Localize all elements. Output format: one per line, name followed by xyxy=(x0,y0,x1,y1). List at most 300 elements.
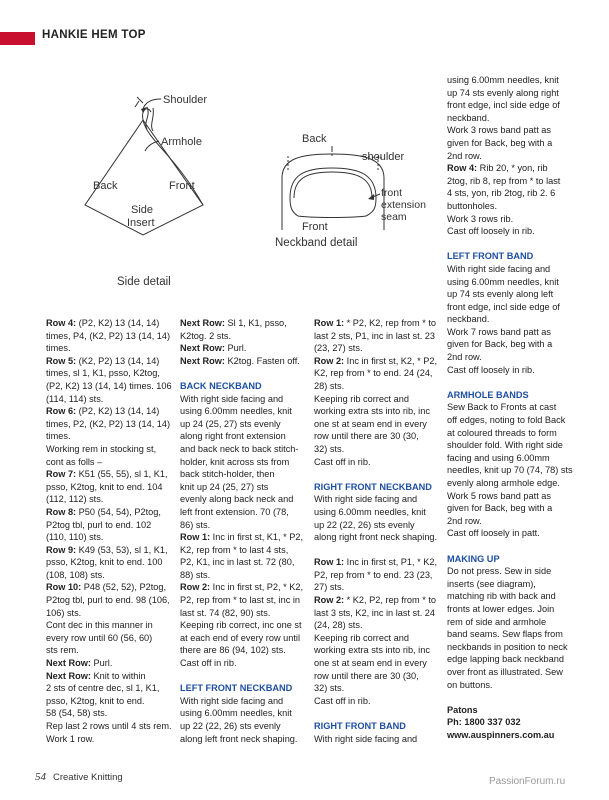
pattern-line xyxy=(447,276,587,289)
pattern-line xyxy=(180,695,310,708)
line-text: inserts (see diagram), xyxy=(447,578,536,589)
line-text: front edge, incl side edge of xyxy=(447,301,560,312)
pattern-line xyxy=(180,519,310,532)
pattern-line xyxy=(46,682,176,695)
line-text: P2tog tbl, purl to end. 98 (106, xyxy=(46,595,170,606)
pattern-line xyxy=(447,112,587,125)
pattern-line xyxy=(314,405,444,418)
pattern-line xyxy=(46,342,176,355)
line-text: (P2, K2) 13 (14, 14) xyxy=(76,318,160,328)
line-text: working extra sts into rib, inc xyxy=(314,406,430,417)
spacer xyxy=(447,540,587,553)
pattern-line xyxy=(180,430,310,443)
line-text: 2 sts of centre dec, sl 1, K1, xyxy=(46,683,160,694)
line-text: back stitch-holder, then xyxy=(180,469,275,480)
pattern-line xyxy=(180,644,310,657)
pattern-line xyxy=(180,342,310,355)
pattern-column-4 xyxy=(447,74,587,741)
row-label: Row 1: xyxy=(314,318,345,328)
spacer xyxy=(314,707,444,720)
pattern-line xyxy=(314,519,444,532)
pattern-line xyxy=(180,456,310,469)
pattern-line xyxy=(314,443,444,456)
spacer xyxy=(180,670,310,683)
line-text: there are 86 (94, 102) sts. xyxy=(180,645,286,656)
line-text: With right side facing and xyxy=(180,695,284,706)
spacer xyxy=(447,376,587,389)
line-text: Keeping rib correct and xyxy=(314,632,409,643)
pattern-line xyxy=(447,603,587,616)
section-heading: LEFT FRONT BAND xyxy=(447,251,534,262)
contact-line: Patons xyxy=(447,704,478,715)
pattern-line xyxy=(447,464,587,477)
spacer xyxy=(447,691,587,704)
section-heading: BACK NECKBAND xyxy=(180,380,262,391)
line-text: one st at seam end in every xyxy=(314,418,427,429)
pattern-line xyxy=(46,443,176,456)
pattern-line xyxy=(46,418,176,431)
pattern-line xyxy=(314,393,444,406)
line-text: on buttons. xyxy=(447,679,493,690)
section-heading: LEFT FRONT NECKBAND xyxy=(180,683,293,694)
pattern-line xyxy=(447,502,587,515)
line-text: Inc in first st, K2, * P2, xyxy=(344,355,438,366)
line-text: Cast off loosely in patt. xyxy=(447,528,540,539)
line-text: K51 (55, 55), sl 1, K1, xyxy=(76,469,168,480)
contact-line: www.auspinners.com.au xyxy=(447,729,555,740)
line-text: cont as folls – xyxy=(46,456,103,467)
row-label: Row 8: xyxy=(46,506,77,517)
pattern-line xyxy=(314,506,444,519)
pattern-line xyxy=(180,720,310,733)
pattern-line xyxy=(46,720,176,733)
pattern-line xyxy=(46,393,176,406)
pattern-line xyxy=(314,695,444,708)
line-text: times. xyxy=(46,431,71,442)
pattern-line xyxy=(447,666,587,679)
pattern-line xyxy=(447,124,587,137)
page-number: 54 xyxy=(35,771,46,783)
pattern-line xyxy=(314,569,444,582)
label-side-insert-1: Side xyxy=(131,204,154,216)
line-text: (K2, P2) 13 (14, 14) xyxy=(76,355,160,366)
pattern-line xyxy=(180,632,310,645)
pattern-line xyxy=(314,657,444,670)
line-text: Cast off in rib. xyxy=(314,695,371,706)
pattern-line xyxy=(314,670,444,683)
pattern-line xyxy=(447,225,587,238)
line-text: times, P4, (K2, P2) 13 (14, 14) xyxy=(46,330,171,341)
side-detail-caption: Side detail xyxy=(117,276,171,288)
neck-label-front: Front xyxy=(302,221,328,233)
pattern-line xyxy=(46,581,176,594)
pattern-line xyxy=(180,443,310,456)
label-front: Front xyxy=(169,180,195,192)
neck-label-back: Back xyxy=(302,133,327,145)
pattern-line xyxy=(46,707,176,720)
pattern-line xyxy=(447,616,587,629)
row-label: Next Row: xyxy=(46,658,91,669)
line-text: Sl 1, K1, psso, xyxy=(224,318,287,328)
pattern-line xyxy=(447,162,587,175)
line-text: (108, 108) sts. xyxy=(46,569,105,580)
spacer xyxy=(180,367,310,380)
pattern-line xyxy=(46,317,176,330)
page-title: HANKIE HEM TOP xyxy=(42,29,146,41)
line-text: every row until 60 (56, 60) xyxy=(46,632,153,643)
line-text: (114, 114) sts. xyxy=(46,393,104,404)
line-text: up 22 (22, 26) sts evenly xyxy=(314,519,415,530)
line-text: 86) sts. xyxy=(180,519,211,530)
pattern-line xyxy=(314,581,444,594)
pattern-line xyxy=(46,456,176,469)
pattern-line xyxy=(180,493,310,506)
pattern-line xyxy=(180,317,310,330)
pattern-line xyxy=(447,288,587,301)
section-heading: ARMHOLE BANDS xyxy=(447,389,529,400)
pattern-line xyxy=(447,187,587,200)
pattern-line xyxy=(447,364,587,377)
line-text: Work 1 row. xyxy=(46,733,95,744)
line-text: P50 (54, 54), P2tog, xyxy=(76,506,161,517)
line-text: (P2, K2) 13 (14, 14) xyxy=(76,406,160,417)
pattern-line xyxy=(46,607,176,620)
line-text: and back neck to back stitch- xyxy=(180,443,299,454)
pattern-line xyxy=(447,427,587,440)
pattern-line xyxy=(46,380,176,393)
pattern-line xyxy=(180,607,310,620)
line-text: (110, 110) sts. xyxy=(46,532,104,543)
pattern-line xyxy=(447,351,587,364)
pattern-line xyxy=(447,653,587,666)
row-label: Next Row: xyxy=(180,318,225,328)
line-text: K2tog. Fasten off. xyxy=(224,355,300,366)
pattern-line xyxy=(46,695,176,708)
pattern-line xyxy=(180,544,310,557)
pattern-line xyxy=(314,430,444,443)
line-text: With right side facing and xyxy=(314,733,418,744)
neck-label-ext-3: seam xyxy=(381,211,407,223)
line-text: using 6.00mm needles, knit xyxy=(447,75,559,85)
line-text: up 22 (22, 26) sts evenly xyxy=(180,721,281,731)
line-text: P2, K1, inc in last st. 72 (80, xyxy=(180,557,295,568)
line-text: Cast off loosely in rib. xyxy=(447,226,535,237)
pattern-line xyxy=(314,619,444,632)
line-text: neckband. xyxy=(447,112,490,123)
line-text: Inc in first st, K1, * P2, xyxy=(210,532,304,543)
row-label: Row 4: xyxy=(46,318,77,328)
pattern-line xyxy=(180,594,310,607)
pattern-line xyxy=(447,263,587,276)
pattern-line xyxy=(46,619,176,632)
line-text: Rib 20, * yon, rib xyxy=(477,163,548,174)
line-text: along right front extension xyxy=(180,431,286,442)
pattern-line xyxy=(447,150,587,163)
pattern-line xyxy=(46,367,176,380)
line-text: Cast off in rib. xyxy=(180,658,237,669)
label-side-insert-2: Insert xyxy=(127,217,155,229)
neck-label-ext-1: front xyxy=(381,187,403,199)
pattern-line xyxy=(447,439,587,452)
pattern-line xyxy=(180,481,310,494)
line-text: With right side facing and xyxy=(180,393,284,404)
line-text: band seams. Sew flaps from xyxy=(447,629,563,640)
line-text: P2, rep from * to last st, inc in xyxy=(180,595,300,606)
line-text: given for Back, beg with a xyxy=(447,503,553,514)
line-text: 2nd row. xyxy=(447,352,482,363)
line-text: up 24 (25, 27) sts evenly xyxy=(180,418,281,429)
pattern-line xyxy=(180,393,310,406)
line-text: rem of side and armhole xyxy=(447,616,547,627)
line-text: using 6.00mm needles, knit xyxy=(314,506,426,517)
pattern-line xyxy=(180,556,310,569)
pattern-line xyxy=(180,355,310,368)
pattern-line xyxy=(314,644,444,657)
line-text: psso, K2tog, knit to end. 104 xyxy=(46,481,163,492)
pattern-line xyxy=(447,74,587,87)
line-text: Work 3 rows band patt as xyxy=(447,125,552,136)
pattern-line xyxy=(180,531,310,544)
pattern-line xyxy=(447,338,587,351)
line-text: (P2, K2) 13 (14, 14) times. 106 xyxy=(46,380,172,391)
line-text: 4 sts, yon, rib 2tog, rib 2. 6 xyxy=(447,188,556,199)
line-text: 2nd row. xyxy=(447,150,482,161)
line-text: along left front neck shaping. xyxy=(180,733,298,744)
line-text: P2, rep from * to end. 23 (23, xyxy=(314,569,433,580)
line-text: With right side facing and xyxy=(314,494,418,505)
contact-line: Ph: 1800 337 032 xyxy=(447,717,521,728)
row-label: Row 4: xyxy=(447,163,478,174)
neckband-detail-diagram xyxy=(262,130,442,255)
label-armhole: Armhole xyxy=(161,136,202,148)
line-text: times. xyxy=(46,343,71,354)
pattern-line xyxy=(46,481,176,494)
line-text: knit up 24 (25, 27) sts xyxy=(180,481,269,492)
line-text: Inc in first st, P2, * K2, xyxy=(210,582,304,593)
line-text: neckband. xyxy=(447,314,490,325)
pattern-line xyxy=(447,326,587,339)
header-accent-bar xyxy=(0,32,35,45)
pattern-line xyxy=(314,531,444,544)
pattern-line xyxy=(46,556,176,569)
line-text: Purl. xyxy=(90,658,113,669)
pattern-line xyxy=(447,628,587,641)
line-text: needles, knit up 70 (74, 78) sts xyxy=(447,465,573,476)
line-text: evenly along back neck and xyxy=(180,494,294,505)
row-label: Next Row: xyxy=(180,355,225,366)
row-label: Next Row: xyxy=(46,670,91,681)
line-text: 32) sts. xyxy=(314,443,345,454)
row-label: Row 2: xyxy=(314,355,345,366)
line-text: row until there are 30 (30, xyxy=(314,670,419,681)
spacer xyxy=(314,544,444,557)
neckband-detail-caption: Neckband detail xyxy=(275,237,358,249)
pattern-line xyxy=(314,682,444,695)
pattern-line xyxy=(46,355,176,368)
line-text: K2, rep from * to end. 24 (24, xyxy=(314,368,433,379)
line-text: Cast off loosely in rib. xyxy=(447,364,535,375)
line-text: P48 (52, 52), P2tog, xyxy=(81,582,167,593)
pattern-line xyxy=(314,493,444,506)
pattern-line xyxy=(447,99,587,112)
pattern-line xyxy=(447,515,587,528)
line-text: Inc in first st, P1, * K2, xyxy=(344,557,438,568)
line-text: up 74 sts evenly along left xyxy=(447,289,554,300)
neck-label-ext-2: extension xyxy=(381,199,426,211)
pattern-line xyxy=(314,632,444,645)
line-text: 28) sts. xyxy=(314,380,345,391)
pattern-line xyxy=(314,380,444,393)
section-heading: RIGHT FRONT BAND xyxy=(314,721,406,731)
line-text: evenly along armhole edge. xyxy=(447,478,560,488)
line-text: left front extension. 70 (78, xyxy=(180,506,289,517)
pattern-line xyxy=(447,301,587,314)
pattern-line xyxy=(447,175,587,188)
pattern-line xyxy=(180,506,310,519)
line-text: times, sl 1, K1, psso, K2tog, xyxy=(46,368,160,379)
line-text: using 6.00mm needles, knit xyxy=(447,276,559,287)
pattern-line xyxy=(447,401,587,414)
line-text: working extra sts into rib, inc xyxy=(314,645,430,656)
spacer xyxy=(447,238,587,251)
line-text: 32) sts. xyxy=(314,683,345,694)
pattern-line xyxy=(314,594,444,607)
pattern-line xyxy=(314,733,444,746)
pattern-line xyxy=(46,493,176,506)
pattern-line xyxy=(46,569,176,582)
row-label: Next Row: xyxy=(180,343,225,354)
pattern-line xyxy=(447,452,587,465)
line-text: row until there are 30 (30, xyxy=(314,431,419,442)
line-text: Keeping rib correct, inc one st xyxy=(180,620,302,631)
line-text: given for Back, beg with a xyxy=(447,137,553,148)
line-text: at coloured threads to form xyxy=(447,427,557,438)
line-text: holder, knit across sts from xyxy=(180,456,290,467)
pattern-line xyxy=(46,506,176,519)
pattern-line xyxy=(46,330,176,343)
pattern-line xyxy=(447,200,587,213)
pattern-line xyxy=(447,578,587,591)
pattern-line xyxy=(180,468,310,481)
neck-label-shoulder: shoulder xyxy=(362,151,405,163)
line-text: With right side facing and xyxy=(447,263,551,274)
line-text: over front as illustrated. Sew xyxy=(447,666,563,677)
label-back: Back xyxy=(93,180,118,192)
line-text: at each end of every row until xyxy=(180,632,301,643)
line-text: psso, K2tog, knit to end. 100 xyxy=(46,557,163,568)
line-text: shoulder fold. With right side xyxy=(447,440,563,451)
pattern-line xyxy=(447,641,587,654)
watermark: PassionForum.ru xyxy=(489,776,566,787)
line-text: K2tog. 2 sts. xyxy=(180,330,232,341)
line-text: along right front neck shaping. xyxy=(314,532,438,543)
row-label: Row 1: xyxy=(180,532,211,543)
row-label: Row 9: xyxy=(46,544,77,555)
pattern-line xyxy=(447,87,587,100)
pattern-line xyxy=(180,405,310,418)
line-text: * K2, P2, rep from * to xyxy=(344,595,437,606)
pattern-line xyxy=(447,313,587,326)
line-text: neckbands in position to neck xyxy=(447,641,568,652)
section-heading: RIGHT FRONT NECKBAND xyxy=(314,481,432,492)
pattern-line xyxy=(180,418,310,431)
line-text: Do not press. Sew in side xyxy=(447,566,552,577)
line-text: facing and using 6.00mm xyxy=(447,452,550,463)
pattern-line xyxy=(447,414,587,427)
row-label: Row 7: xyxy=(46,469,77,480)
line-text: * P2, K2, rep from * to xyxy=(344,318,437,328)
line-text: buttonholes. xyxy=(447,200,498,211)
pattern-line xyxy=(314,342,444,355)
line-text: psso, K2tog, knit to end. xyxy=(46,695,145,706)
line-text: using 6.00mm needles, knit xyxy=(180,406,292,417)
label-shoulder: Shoulder xyxy=(163,94,208,106)
pattern-line xyxy=(314,607,444,620)
line-text: Cast off in rib. xyxy=(314,456,371,467)
pattern-line xyxy=(46,405,176,418)
line-text: K2, rep from * to last 4 sts, xyxy=(180,544,289,555)
pattern-line xyxy=(447,477,587,490)
line-text: one st at seam end in every xyxy=(314,658,427,669)
pattern-line xyxy=(447,213,587,226)
pattern-column-1 xyxy=(46,317,176,745)
line-text: (112, 112) sts. xyxy=(46,494,104,505)
line-text: 58 (54, 58) sts. xyxy=(46,708,108,719)
line-text: (23, 27) sts. xyxy=(314,343,363,354)
line-text: 2nd row. xyxy=(447,515,482,526)
row-label: Row 1: xyxy=(314,557,345,568)
pattern-line xyxy=(314,367,444,380)
row-label: Row 6: xyxy=(46,406,77,417)
line-text: 27) sts. xyxy=(314,582,345,593)
pattern-line xyxy=(46,644,176,657)
pattern-line xyxy=(46,519,176,532)
line-text: Working rem in stocking st, xyxy=(46,443,157,454)
line-text: (24, 28) sts. xyxy=(314,620,363,631)
row-label: Row 2: xyxy=(314,595,345,606)
pattern-line xyxy=(46,670,176,683)
pattern-line xyxy=(180,707,310,720)
pattern-line xyxy=(46,594,176,607)
pattern-line xyxy=(314,556,444,569)
pattern-line xyxy=(314,355,444,368)
pattern-line xyxy=(180,581,310,594)
magazine-name: Creative Knitting xyxy=(53,772,123,783)
section-heading: MAKING UP xyxy=(447,553,500,564)
pattern-line xyxy=(447,490,587,503)
pattern-line xyxy=(314,418,444,431)
row-label: Row 5: xyxy=(46,355,77,366)
line-text: fronts at lower edges. Join xyxy=(447,603,555,614)
pattern-line xyxy=(46,632,176,645)
line-text: Rep last 2 rows until 4 sts rem. xyxy=(46,721,172,731)
line-text: Cont dec in this manner in xyxy=(46,620,153,631)
line-text: Knit to within xyxy=(90,670,146,681)
pattern-line xyxy=(180,657,310,670)
line-text: Work 7 rows band patt as xyxy=(447,326,552,337)
pattern-line xyxy=(180,330,310,343)
pattern-line xyxy=(180,733,310,746)
pattern-line xyxy=(46,657,176,670)
spacer xyxy=(314,468,444,481)
pattern-line xyxy=(447,527,587,540)
pattern-line xyxy=(46,544,176,557)
pattern-line xyxy=(46,733,176,746)
line-text: up 74 sts evenly along right xyxy=(447,87,559,98)
line-text: off edges, noting to fold Back xyxy=(447,415,566,426)
pattern-line xyxy=(46,531,176,544)
pattern-line xyxy=(447,679,587,692)
